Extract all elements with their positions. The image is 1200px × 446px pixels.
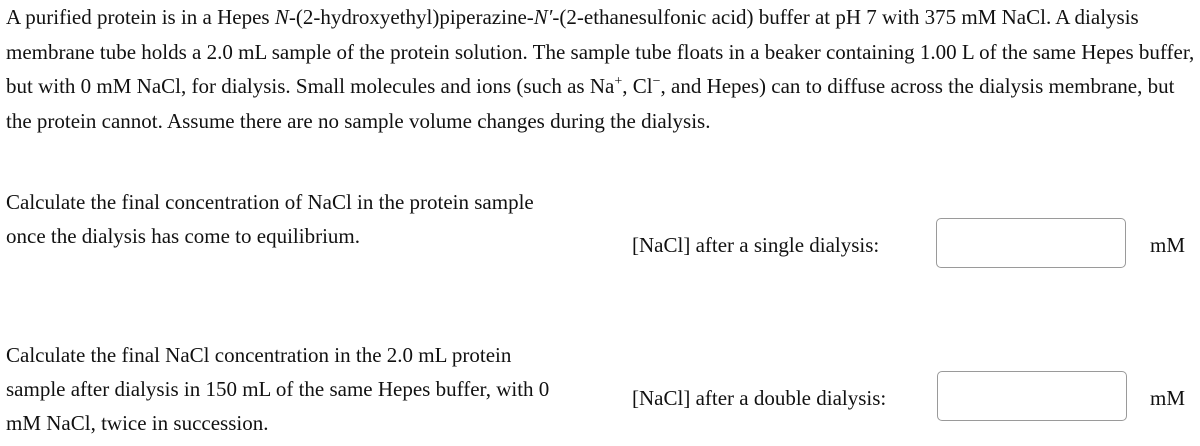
intro-segment: -(2-hydroxyethyl)piperazine- [288, 5, 534, 29]
question-1-unit: mM [1150, 233, 1186, 257]
intro-segment: , and Hepes) can to diffuse across the dialysis membrane, but the protein cannot. Assume there are no sample volume changes during the dialysis. [6, 74, 1175, 133]
question-2-text: Calculate the final NaCl concentration in the 2.0 mL protein sample after dialysis in 150 mL of the same Hepes buffer, with 0 mM NaCl, twice in succession. [6, 343, 550, 435]
chloride-charge-superscript: − [652, 74, 661, 89]
intro-italic-n-prime: N′ [533, 5, 553, 29]
intro-segment: , Cl [622, 74, 653, 98]
question-1-answer-input[interactable] [936, 218, 1126, 268]
intro-segment: A purified protein is in a Hepes [6, 5, 275, 29]
question-1-answer-label: [NaCl] after a single dialysis: [632, 233, 880, 257]
intro-segment: -(2-ethanesulfonic acid) buffer at pH 7 with 375 mM NaCl. A dialysis membrane tube holds a 2.0 mL sample of the protein solution. The sample tube floats in a beaker containing 1.00 L of the same Hepes buffer, but with 0 mM NaCl, for dialysis. Small molecules and ions (such as Na [6, 5, 1195, 98]
problem-statement [6, 0, 1198, 138]
question-2-answer-input[interactable] [937, 371, 1127, 421]
question-2-unit: mM [1150, 386, 1186, 410]
intro-italic-n: N [274, 5, 289, 29]
question-1-text: Calculate the final concentration of NaCl in the protein sample once the dialysis has come to equilibrium. [6, 190, 534, 248]
question-2-answer-label: [NaCl] after a double dialysis: [632, 386, 887, 410]
sodium-charge-superscript: + [614, 74, 623, 89]
